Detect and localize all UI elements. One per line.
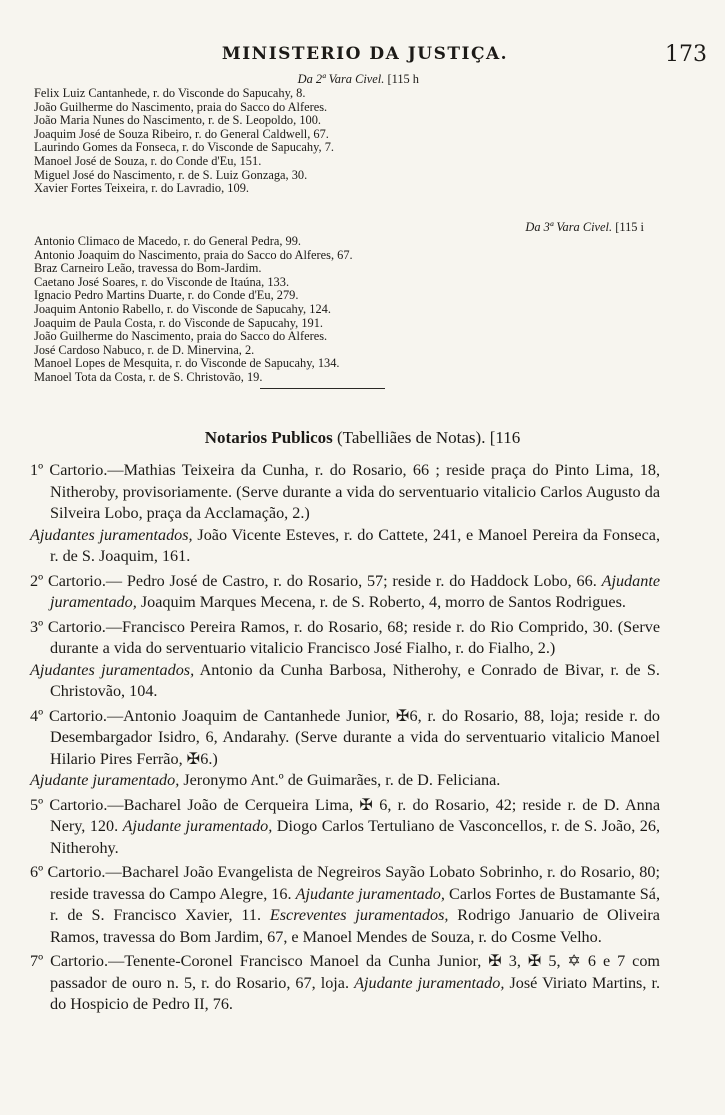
cartorio-list	[30, 460, 660, 1019]
cartorio-helpers	[30, 660, 660, 703]
cartorio-text: Cartorio.—Bacharel João de Cerqueira Lima, ✠ 6, r. do Rosario, 42; reside r. de D. Anna Nery, 120.	[49, 795, 661, 835]
cartorio-entry	[30, 460, 660, 568]
list-item: Laurindo Gomes da Fonseca, r. do Visconde de Sapucahy, 7.	[34, 140, 335, 155]
helper-label: Ajudante juramentado,	[30, 771, 180, 789]
vara-2-count: [115 h	[387, 72, 419, 86]
helper-text: Joaquim Marques Mecena, r. de S. Roberto, 4, morro de Santos Rodrigues.	[140, 593, 626, 611]
vara-3-list	[34, 220, 674, 385]
list-item: Miguel José do Nascimento, r. de S. Luiz Gonzaga, 30.	[34, 167, 308, 182]
list-item: Manoel Tota da Costa, r. de S. Christovão, 19.	[34, 369, 263, 384]
scribes-label: Escreventes juramentados,	[269, 906, 449, 924]
helper-label: Ajudante juramentado,	[50, 571, 661, 611]
list-item: Joaquim José de Souza Ribeiro, r. do General Caldwell, 67.	[34, 126, 329, 141]
helper-text: José Viriato Martins, r. do Hospicio de Pedro II, 76.	[50, 973, 661, 1013]
list-item: Manoel José de Souza, r. do Conde d'Eu, 151.	[34, 153, 262, 168]
cartorio-number: 5º	[30, 795, 44, 814]
notarios-count: [116	[489, 428, 521, 447]
helper-text: João Vicente Esteves, r. do Cattete, 241, e Manoel Pereira da Fonseca, r. de S. Joaquim, 161.	[50, 525, 660, 565]
cartorio-text: Cartorio.—Francisco Pereira Ramos, r. do Rosario, 68; reside r. do Rio Comprido, 30. (Serve durante a vida do serventuario vitalicio Francisco José Fialho, r. do Fialho, 2.)	[47, 617, 661, 657]
list-item: Caetano José Soares, r. do Visconde de Itaúna, 133.	[34, 274, 290, 289]
cartorio-text: Cartorio.— Pedro José de Castro, r. do Rosario, 57; reside r. do Haddock Lobo, 66.	[47, 571, 597, 590]
cartorio-helpers	[30, 525, 660, 568]
helper-text: Antonio da Cunha Barbosa, Nitherohy, e Conrado de Bivar, r. de S. Christovão, 104.	[50, 660, 660, 700]
list-item: Joaquim Antonio Rabello, r. do Visconde de Sapucahy, 124.	[34, 301, 331, 316]
helper-text: Jeronymo Ant.º de Guimarães, r. de D. Feliciana.	[183, 771, 501, 789]
list-item: Antonio Joaquim do Nascimento, praia do Sacco do Alferes, 67.	[34, 247, 353, 262]
cartorio-text: Cartorio.—Bacharel João Evangelista de Negreiros Sayão Lobato Sobrinho, r. do Rosario, 80; reside travessa do Campo Alegre, 16.	[47, 863, 660, 903]
list-item: João Guilherme do Nascimento, praia do Sacco do Alferes.	[34, 99, 328, 114]
running-title: MINISTERIO DA JUSTIÇA.	[221, 44, 509, 64]
section-divider	[260, 388, 385, 389]
cartorio-entry	[30, 795, 660, 860]
list-item: João Guilherme do Nascimento, praia do Sacco do Alferes.	[34, 329, 328, 344]
helper-text: Diogo Carlos Tertuliano de Vasconcellos, r. de S. João, 26, Nitherohy.	[50, 817, 661, 857]
helper-text: Carlos Fortes de Bustamante Sá, r. de S. Francisco Xavier, 11.	[50, 884, 660, 924]
list-item: Manoel Lopes de Mesquita, r. do Visconde de Sapucahy, 134.	[34, 356, 340, 371]
cartorio-text: Cartorio.—Antonio Joaquim de Cantanhede Junior, ✠6, r. do Rosario, 88, loja; reside r. do Desembargador Isidro, 6, Andarahy. (Serve durante a vida do serventuario vitalicio Manoel Hilario Pires Ferrão, ✠6.)	[48, 706, 661, 768]
list-item: Ignacio Pedro Martins Duarte, r. do Conde d'Eu, 279.	[34, 288, 299, 303]
list-item: Felix Luiz Cantanhede, r. do Visconde do Sapucahy, 8.	[34, 86, 306, 100]
list-item: Joaquim de Paula Costa, r. do Visconde de Sapucahy, 191.	[34, 315, 324, 330]
cartorio-number: 2º	[30, 571, 44, 590]
list-item: José Cardoso Nabuco, r. de D. Minervina, 2.	[34, 342, 255, 357]
cartorio-entry	[30, 706, 660, 792]
cartorio-number: 6º	[30, 863, 44, 881]
cartorio-entry	[30, 862, 660, 948]
notarios-heading-bold: Notarios Publicos	[204, 428, 333, 447]
list-item: João Maria Nunes do Nascimento, r. de S. Leopoldo, 100.	[34, 113, 321, 128]
page-number: 173	[665, 42, 707, 67]
notarios-heading-rest: (Tabelliães de Notas).	[337, 428, 486, 447]
scribes-text: Rodrigo Januario de Oliveira Ramos, travessa do Bom Jardim, 67, e Manoel Mendes de Souza, r. do Cosme Velho.	[50, 906, 660, 946]
cartorio-entry	[30, 571, 660, 614]
list-item: Braz Carneiro Leão, travessa do Bom-Jardim.	[34, 261, 262, 276]
vara-2-list	[34, 72, 674, 196]
cartorio-entry	[30, 617, 660, 703]
cartorio-helpers	[30, 770, 660, 792]
helper-label: Ajudantes juramentados,	[30, 660, 195, 679]
cartorio-number: 1º	[30, 461, 44, 479]
vara-3-count: [115 i	[615, 220, 644, 234]
list-item: Xavier Fortes Teixeira, r. do Lavradio, 109.	[34, 181, 249, 196]
list-item: Antonio Climaco de Macedo, r. do General Pedra, 99.	[34, 234, 302, 248]
vara-2-heading	[34, 72, 674, 87]
vara-3-heading	[34, 220, 674, 235]
notarios-heading	[0, 428, 725, 448]
helper-label: Ajudante juramentado,	[122, 817, 273, 835]
page-header	[0, 44, 725, 70]
cartorio-entry	[30, 951, 660, 1016]
cartorio-number: 3º	[30, 617, 44, 636]
vara-3-title: Da 3ª Vara Civel.	[525, 220, 613, 234]
helper-label: Ajudante juramentado,	[295, 884, 445, 903]
cartorio-text: Cartorio.—Mathias Teixeira da Cunha, r. do Rosario, 66 ; reside praça do Pinto Lima, 18, Nitheroby, provisoriamente. (Serve durante a vida do serventuario vitalicio Carlos Augusto da Silveira Lobo, praça da Acclamação, 2.)	[49, 461, 660, 522]
cartorio-text: Cartorio.—Tenente-Coronel Francisco Manoel da Cunha Junior, ✠ 3, ✠ 5, ✡ 6 e 7 com passador de ouro n. 5, r. do Rosario, 67, loja.	[50, 952, 661, 992]
helper-label: Ajudante juramentado,	[354, 973, 505, 992]
vara-2-title: Da 2ª Vara Civel.	[297, 72, 385, 86]
helper-label: Ajudantes juramentados,	[30, 525, 193, 544]
cartorio-number: 4º	[30, 706, 44, 725]
cartorio-number: 7º	[30, 952, 44, 970]
